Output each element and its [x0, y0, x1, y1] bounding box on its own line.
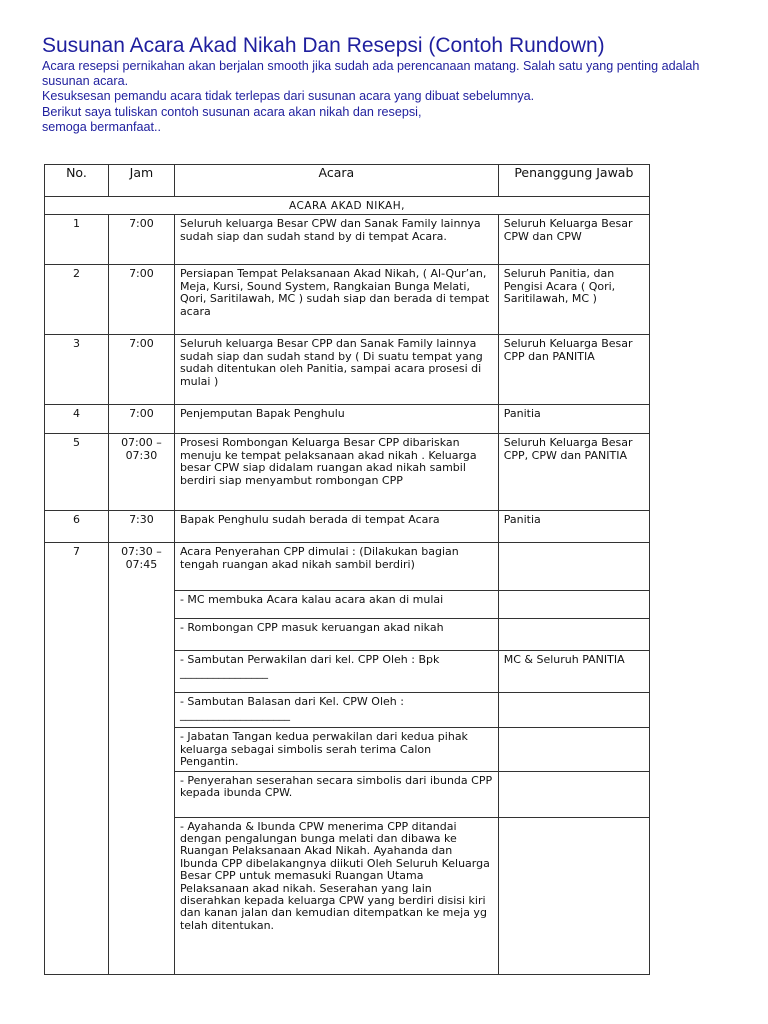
intro-paragraph: Kesuksesan pemandu acara tidak terlepas dari susunan acara yang dibuat sebelumnya. — [42, 89, 535, 104]
subrow-pj — [498, 693, 649, 728]
subrow-pj — [498, 771, 649, 817]
intro-paragraph: semoga bermanfaat.. — [42, 119, 162, 134]
row-acara: Bapak Penghulu sudah berada di tempat Acara — [174, 511, 498, 543]
table-header-row — [45, 165, 650, 197]
row-acara: Prosesi Rombongan Keluarga Besar CPP dibariskan menuju ke tempat pelaksanaan akad nikah . Keluarga besar CPW siap didalam ruangan akad nikah sambil berdiri siap menyambut rombongan CPP — [174, 434, 498, 511]
subrow-pj — [498, 728, 649, 771]
row-pj: Panitia — [498, 511, 649, 543]
row-acara: Penjemputan Bapak Penghulu — [174, 405, 498, 434]
document-title: Susunan Acara Akad Nikah Dan Resepsi (Contoh Rundown) — [42, 34, 605, 57]
row-jam: 7:00 — [108, 405, 174, 434]
table-row — [45, 265, 650, 335]
row-pj — [498, 543, 649, 591]
row-no: 1 — [45, 215, 109, 265]
row-acara: Acara Penyerahan CPP dimulai : (Dilakukan bagian tengah ruangan akad nikah sambil berdiri) — [174, 543, 498, 591]
subrow-acara: - Jabatan Tangan kedua perwakilan dari kedua pihak keluarga sebagai simbolis serah terima Calon Pengantin. — [174, 728, 498, 771]
table-row — [45, 543, 650, 591]
section-title: ACARA AKAD NIKAH, — [45, 197, 650, 215]
row-no: 3 — [45, 335, 109, 405]
subrow-pj: MC & Seluruh PANITIA — [498, 651, 649, 693]
subrow-acara: - Sambutan Perwakilan dari kel. CPP Oleh : Bpk ________________ — [174, 651, 498, 693]
subrow-pj — [498, 591, 649, 619]
row-jam: 07:30 – 07:45 — [108, 543, 174, 974]
table-row — [45, 511, 650, 543]
row-pj: Seluruh Keluarga Besar CPP dan PANITIA — [498, 335, 649, 405]
subrow-acara: - Penyerahan seserahan secara simbolis dari ibunda CPP kepada ibunda CPW. — [174, 771, 498, 817]
row-jam: 7:00 — [108, 265, 174, 335]
intro-paragraph: Berikut saya tuliskan contoh susunan acara akan nikah dan resepsi, — [42, 104, 422, 119]
header-no: No. — [45, 165, 109, 197]
rundown-table — [44, 164, 650, 975]
header-penanggung-jawab: Penanggung Jawab — [498, 165, 649, 197]
row-jam: 7:30 — [108, 511, 174, 543]
subrow-pj — [498, 619, 649, 651]
table-row — [45, 405, 650, 434]
row-no: 6 — [45, 511, 109, 543]
intro-paragraph: Acara resepsi pernikahan akan berjalan smooth jika sudah ada perencanaan matang. Salah satu yang penting adalah susunan acara. — [42, 59, 700, 89]
subrow-acara: - MC membuka Acara kalau acara akan di mulai — [174, 591, 498, 619]
intro-text — [42, 59, 742, 135]
row-acara: Persiapan Tempat Pelaksanaan Akad Nikah, ( Al-Qur’an, Meja, Kursi, Sound System, Rangkaian Bunga Melati, Qori, Saritilawah, MC ) sudah siap dan berada di tempat acara — [174, 265, 498, 335]
subrow-acara: - Ayahanda & Ibunda CPW menerima CPP ditandai dengan pengalungan bunga melati dan dibawa ke Ruangan Pelaksanaan Akad Nikah. Ayahanda dan Ibunda CPP dibelakangnya diikuti Oleh Seluruh Keluarga Besar CPP untuk memasuki Ruangan Utama Pelaksanaan akad nikah. Seserahan yang lain diserahkan kepada keluarga CPW yang berdiri disisi kiri dan kanan jalan dan kemudian ditempatkan ke meja yg telah ditentukan. — [174, 817, 498, 974]
header-jam: Jam — [108, 165, 174, 197]
row-no: 2 — [45, 265, 109, 335]
row-no: 7 — [45, 543, 109, 974]
row-pj: Seluruh Keluarga Besar CPP, CPW dan PANITIA — [498, 434, 649, 511]
row-jam: 7:00 — [108, 215, 174, 265]
row-pj: Panitia — [498, 405, 649, 434]
subrow-pj — [498, 817, 649, 974]
row-acara: Seluruh keluarga Besar CPW dan Sanak Family lainnya sudah siap dan sudah stand by di tempat Acara. — [174, 215, 498, 265]
table-row — [45, 335, 650, 405]
row-no: 5 — [45, 434, 109, 511]
row-pj: Seluruh Keluarga Besar CPW dan CPW — [498, 215, 649, 265]
section-row — [45, 197, 650, 215]
row-jam: 07:00 – 07:30 — [108, 434, 174, 511]
row-acara: Seluruh keluarga Besar CPP dan Sanak Family lainnya sudah siap dan sudah stand by ( Di suatu tempat yang sudah ditentukan oleh Panitia, sampai acara prosesi di mulai ) — [174, 335, 498, 405]
row-jam: 7:00 — [108, 335, 174, 405]
header-acara: Acara — [174, 165, 498, 197]
table-row — [45, 215, 650, 265]
subrow-acara: - Rombongan CPP masuk keruangan akad nikah — [174, 619, 498, 651]
subrow-acara: - Sambutan Balasan dari Kel. CPW Oleh : ____________________ — [174, 693, 498, 728]
table-row — [45, 434, 650, 511]
row-no: 4 — [45, 405, 109, 434]
row-pj: Seluruh Panitia, dan Pengisi Acara ( Qori, Saritilawah, MC ) — [498, 265, 649, 335]
